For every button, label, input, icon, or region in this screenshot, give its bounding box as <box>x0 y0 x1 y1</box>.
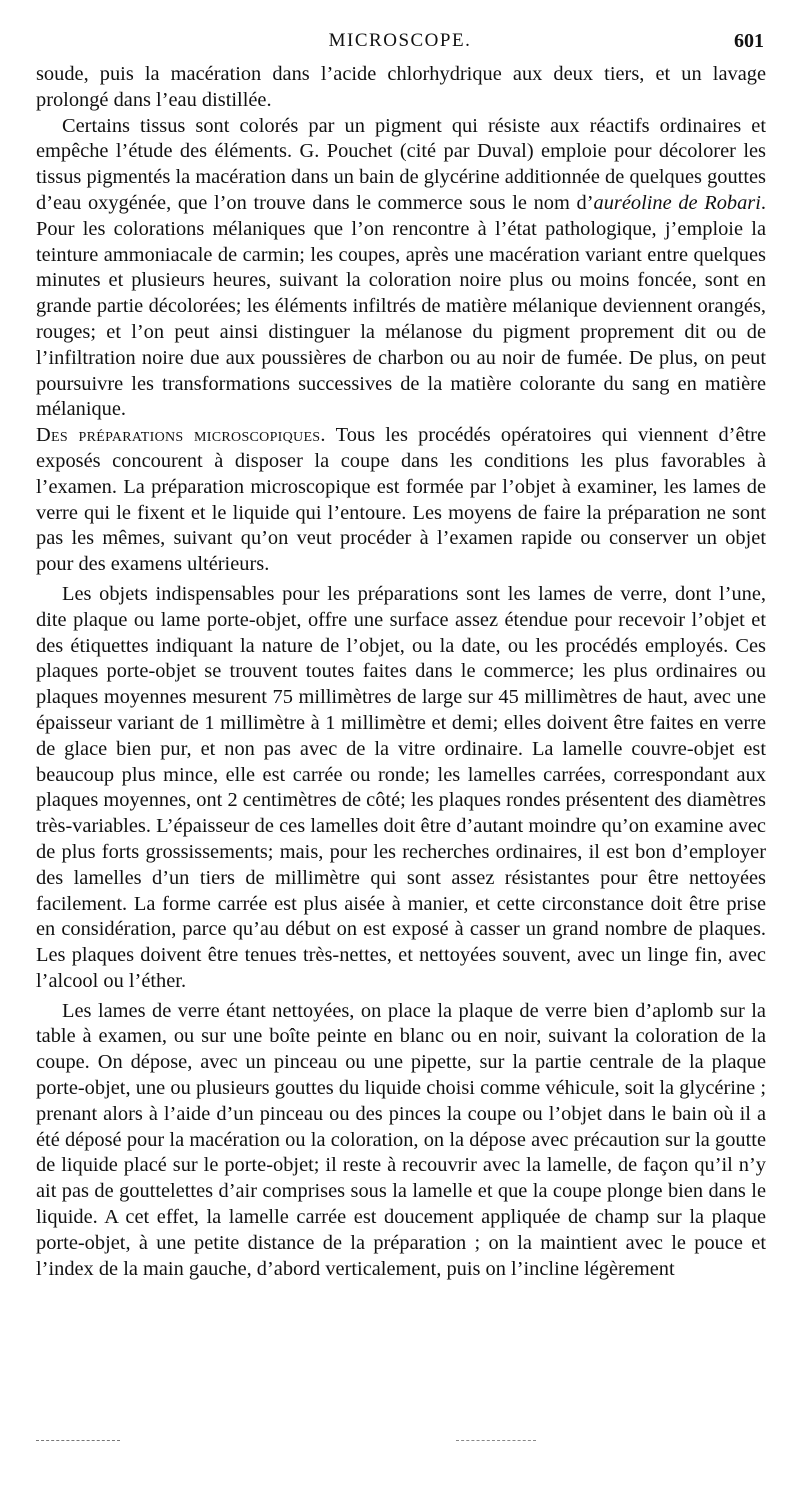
footer-dash-right <box>456 1440 536 1441</box>
paragraph-3 <box>36 423 766 578</box>
page-number: 601 <box>734 30 764 52</box>
paragraph-1-text: soude, puis la macération dans l’acide chlorhydrique aux deux tiers, et un lavage prolongé dans l’eau distillée. <box>36 63 766 111</box>
paragraph-2-text: Certains tissus sont colorés par un pigment qui résiste aux réactifs ordinaires et empêche l’étude des éléments. G. Pouchet (cité par Duval) emploie pour décolorer les tissus pigmentés la macération dans un bain de glycérine additionnée de quelques gouttes d’eau oxygénée, que l’on trouve dans le commerce sous le nom d’ <box>36 114 766 214</box>
paragraph-4 <box>36 582 766 995</box>
paragraph-2-text-after: . Pour les colorations mélaniques que l’on rencontre à l’état pathologique, j’emploie la teinture ammoniacale de carmin; les coupes, après une macération variant entre quelques minutes et plusieurs heures, suivant la coloration noire plus ou moins foncée, sont en grande partie décolorées; les éléments infiltrés de matière mélanique deviennent orangés, rouges; et l’on peut ainsi distinguer la mélanose du pigment proprement dit ou de l’infiltration noire due aux poussières de charbon ou au noir de fumée. De plus, on peut poursuivre les transformations successives de la matière colorante du sang en matière mélanique. <box>36 191 766 421</box>
paragraph-3-text: Tous les procédés opératoires qui viennent d’être exposés concourent à disposer la coupe dans les conditions les plus favorables à l’examen. La préparation microscopique est formée par l’objet à examiner, les lames de verre qui le fixent et le liquide qui l’entoure. Les moyens de faire la préparation ne sont pas les mêmes, suivant qu’on veut procéder à l’examen rapide ou conserver un objet pour des examens ultérieurs. <box>36 424 766 576</box>
footer-dash-left <box>36 1440 120 1441</box>
page-header <box>36 30 764 56</box>
running-title: MICROSCOPE. <box>328 30 472 51</box>
paragraph-1 <box>36 62 766 114</box>
page-body <box>36 62 766 1282</box>
paragraph-5 <box>36 999 766 1283</box>
paragraph-2 <box>36 114 766 424</box>
product-name-italic: auréoline de Robari <box>593 191 761 214</box>
paragraph-5-text: Les lames de verre étant nettoyées, on place la plaque de verre bien d’aplomb sur la table à examen, ou sur une boîte peinte en blanc ou en noir, suivant la coloration de la coupe. On dépose, avec un pinceau ou une pipette, sur la partie centrale de la plaque porte-objet, une ou plusieurs gouttes du liquide choisi comme véhicule, soit la glycérine ; prenant alors à l’aide d’un pinceau ou des pinces la coupe ou l’objet dans le bain où il a été déposé pour la macération ou la coloration, on la dépose avec précaution sur la goutte de liquide placé sur le porte-objet; il reste à recouvrir avec la lamelle, de façon qu’il n’y ait pas de gouttelettes d’air comprises sous la lamelle et que la coupe plonge bien dans le liquide. A cet effet, la lamelle carrée est doucement appliquée de champ sur la plaque porte-objet, à une petite distance de la préparation ; on la maintient avec le pouce et l’index de la main gauche, d’abord verticalement, puis on l’incline légèrement <box>36 999 766 1280</box>
footer-marks <box>36 1440 764 1448</box>
paragraph-4-text: Les objets indispensables pour les préparations sont les lames de verre, dont l’une, dite plaque ou lame porte-objet, offre une surface assez étendue pour recevoir l’objet et des étiquettes indiquant la nature de l’objet, ou la date, ou les procédés employés. Ces plaques porte-objet se trouvent toutes faites dans le commerce; les plus ordinaires ou plaques moyennes mesurent 75 millimètres de large sur 45 millimètres de haut, avec une épaisseur variant de 1 millimètre à 1 millimètre et demi; elles doivent être faites en verre de glace bien pur, et non pas avec de la vitre ordinaire. La lamelle couvre-objet est beaucoup plus mince, elle est carrée ou ronde; les lamelles carrées, correspondant aux plaques moyennes, ont 2 centimètres de côté; les plaques rondes présentent des diamètres très-variables. L’épaisseur de ces lamelles doit être d’autant moindre qu’on examine avec de plus forts grossissements; mais, pour les recherches ordinaires, il est bon d’employer des lamelles d’un tiers de millimètre qui sont assez résistantes pour être nettoyées facilement. La forme carrée est plus aisée à manier, et cette circonstance doit être prise en considération, parce qu’au début on est exposé à casser un grand nombre de plaques. Les plaques doivent être tenues très-nettes, et nettoyées souvent, avec un linge fin, avec l’alcool ou l’éther. <box>36 582 766 992</box>
section-heading: Des préparations microscopiques. <box>36 424 326 447</box>
